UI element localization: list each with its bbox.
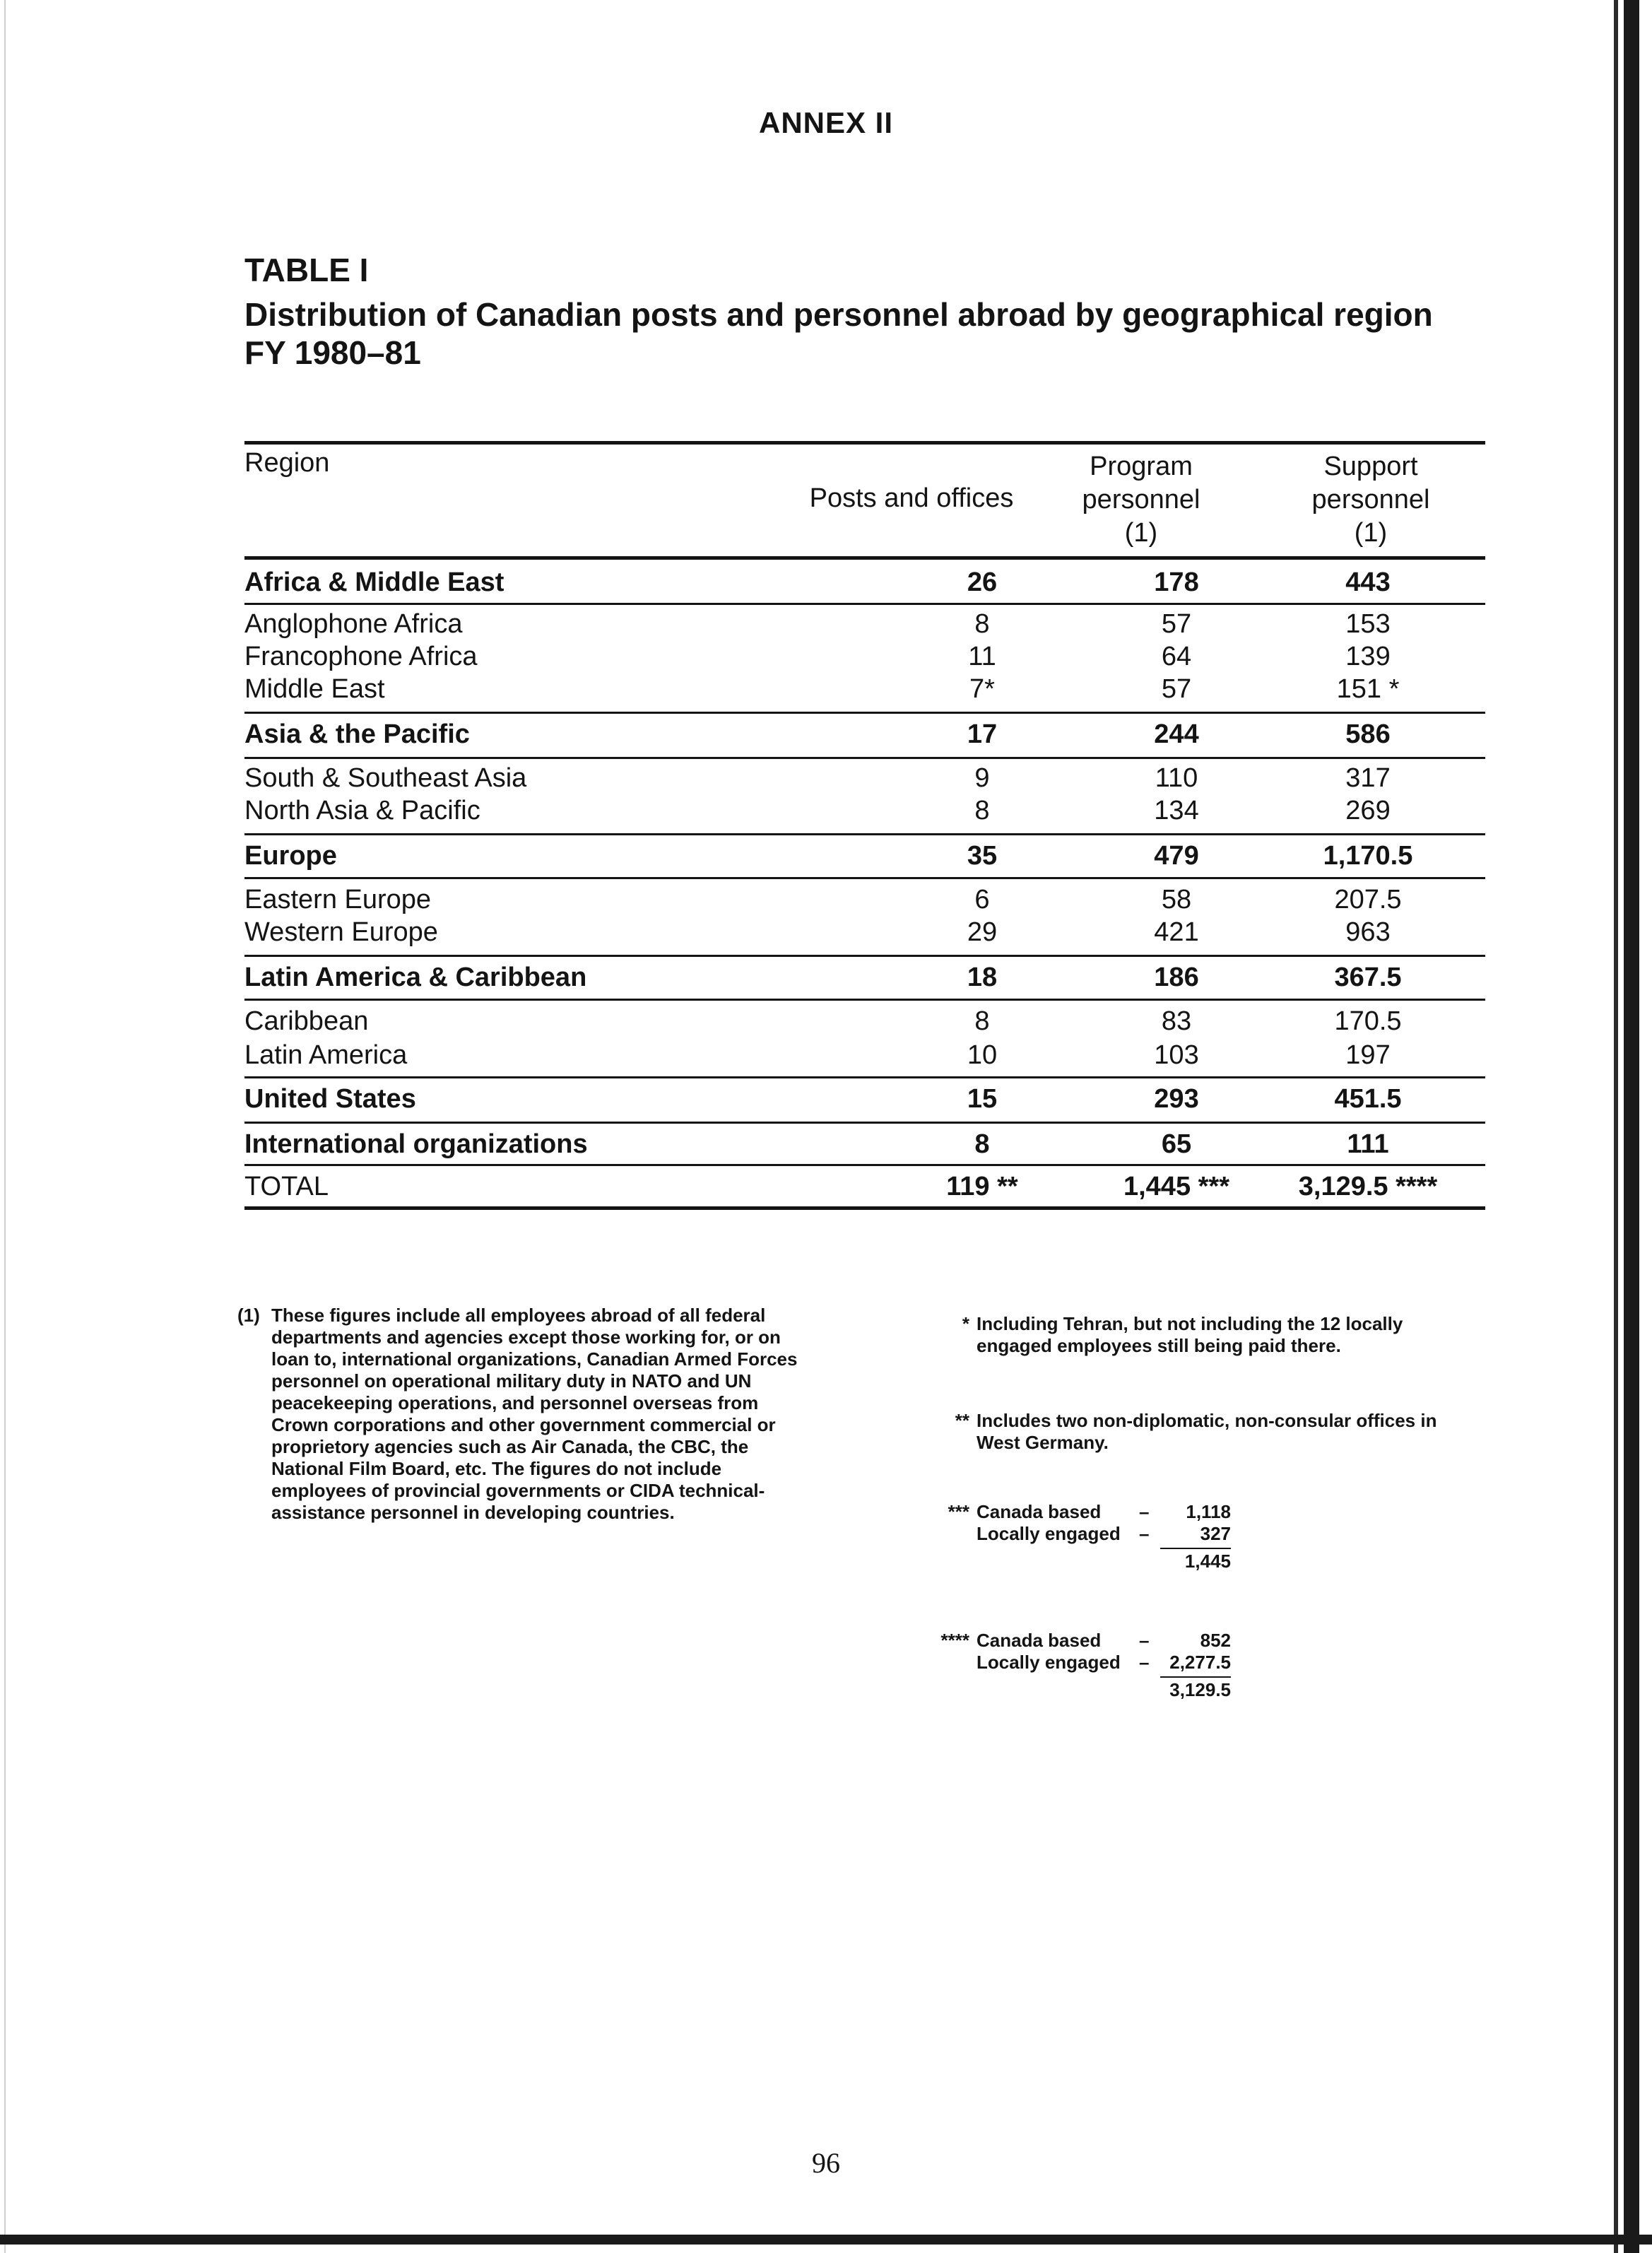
cell-program: 186 [1154,963,1199,992]
cell-support: 151 * [1336,674,1400,704]
sum-total: 3,129.5 [1169,1679,1231,1700]
footnote-star-3 [906,1501,1273,1586]
table-fiscal-year: FY 1980–81 [244,334,421,371]
canada-based-value: 1,118 [1186,1501,1231,1522]
locally-engaged-label: Locally engaged [977,1523,1121,1544]
table-title: Distribution of Canadian posts and personnel abroad by geographical region [244,296,1433,333]
cell-program: 421 [1154,917,1199,947]
cell-support: 170.5 [1334,1006,1402,1036]
cell-posts: 8 [974,609,990,639]
cell-program: 58 [1161,885,1192,914]
cell-support: 269 [1345,796,1391,825]
cell-region: Anglophone Africa [244,609,463,639]
cell-program: 64 [1161,642,1192,671]
annex-heading: ANNEX II [758,106,894,139]
locally-engaged-value: 327 [1200,1523,1231,1544]
footnote-star-1-mark: * [962,1313,969,1334]
cell-region: Europe [244,841,337,871]
scan-edge-right [1624,0,1639,2253]
cell-program: 110 [1155,763,1198,793]
cell-support: 451.5 [1334,1084,1402,1114]
footnote-1 [237,1305,803,1524]
cell-posts: 35 [967,841,998,871]
cell-region: Caribbean [244,1006,369,1036]
table-row-region-total [244,718,1485,751]
row-rule [244,1122,1485,1124]
cell-support: 197 [1345,1040,1391,1070]
table-row [244,640,1485,673]
footnote-star-3-mark: *** [948,1501,969,1522]
locally-engaged-label: Locally engaged [977,1652,1121,1673]
header-region: Region [244,448,330,478]
cell-region: Western Europe [244,917,438,947]
row-rule [244,603,1485,605]
dash: – [1139,1501,1150,1522]
cell-posts: 15 [967,1084,998,1114]
cell-posts: 8 [974,796,990,825]
cell-region: Africa & Middle East [244,567,505,597]
footnote-star-2-mark: ** [955,1410,969,1431]
cell-posts: 8 [974,1129,990,1159]
sum-rule [1160,1676,1231,1678]
cell-support: 153 [1345,609,1391,639]
row-rule [244,712,1485,714]
row-rule [244,955,1485,957]
table-row-region-total [244,1128,1485,1160]
cell-region: North Asia & Pacific [244,796,480,825]
table-row-region-total [244,1083,1485,1115]
table-top-rule [244,441,1485,445]
row-rule [244,833,1485,835]
footnote-star-2-text: Includes two non-diplomatic, non-consular offices in West Germany. [977,1410,1437,1453]
cell-program: 479 [1154,841,1199,871]
cell-posts: 7* [969,674,995,704]
cell-region: Francophone Africa [244,642,478,671]
table-row [244,916,1485,948]
table-row [244,608,1485,640]
header-program-personnel: Program personnel (1) [1082,452,1200,548]
scan-edge-left [4,0,6,2253]
table-row [244,883,1485,916]
header-bottom-rule [244,556,1485,560]
footnote-1-number: (1) [237,1305,260,1326]
cell-posts: 119 ** [946,1172,1018,1201]
cell-program: 65 [1161,1129,1192,1159]
cell-support: 367.5 [1334,963,1402,992]
sum-rule [1160,1548,1231,1549]
cell-program: 293 [1154,1084,1199,1114]
cell-region: Middle East [244,674,385,704]
cell-support: 207.5 [1334,885,1402,914]
cell-program: 57 [1161,674,1192,704]
table-row-region-total [244,566,1485,599]
cell-posts: 29 [967,917,998,947]
cell-program: 83 [1161,1006,1192,1036]
cell-region: International organizations [244,1129,588,1159]
table-row [244,1005,1485,1037]
cell-support: 443 [1345,567,1391,597]
cell-region: Latin America & Caribbean [244,963,587,992]
cell-region: United States [244,1084,416,1114]
cell-program: 134 [1154,796,1199,825]
cell-program: 103 [1154,1040,1199,1070]
page-number: 96 [812,2147,840,2179]
table-row [244,794,1485,827]
cell-support: 317 [1345,763,1391,793]
canada-based-label: Canada based [977,1501,1102,1522]
canada-based-label: Canada based [977,1630,1102,1651]
header-support-personnel: Support personnel (1) [1311,452,1430,548]
table-row-grand-total [244,1170,1485,1203]
footnote-1-text: These figures include all employees abroad of all federal departments and agencies except those working for, or on loan to, international organizations, Canadian Armed Forces personnel on operational military duty in NATO and UN peacekeeping operations, and personnel overseas from Crown corporations and other government commercial or proprietory agencies such as Air Canada, the CBC, the National Film Board, etc. The figures do not include employees of provincial governments or CIDA technical-assistance personnel in developing countries. [271,1305,798,1523]
cell-posts: 11 [968,642,996,671]
dash: – [1139,1523,1150,1544]
footnote-star-2 [906,1410,1471,1454]
cell-posts: 9 [974,763,990,793]
row-rule [244,1164,1485,1166]
footnote-star-4-mark: **** [940,1630,969,1651]
scan-edge-right-inner [1614,0,1618,2253]
canada-based-value: 852 [1200,1630,1231,1651]
row-rule [244,757,1485,759]
cell-program: 178 [1154,567,1199,597]
table-row [244,673,1485,705]
header-posts: Posts and offices [809,483,1014,513]
dash: – [1139,1630,1150,1651]
cell-posts: 17 [967,719,998,749]
cell-region: Latin America [244,1040,408,1070]
sum-total: 1,445 [1184,1551,1231,1572]
table-row [244,762,1485,794]
cell-region: Asia & the Pacific [244,719,470,749]
table-bottom-rule [244,1206,1485,1210]
cell-support: 139 [1345,642,1391,671]
scan-edge-bottom [0,2235,1652,2245]
row-rule [244,877,1485,879]
cell-region: Eastern Europe [244,885,432,914]
cell-support: 586 [1345,719,1391,749]
table-row-region-total [244,840,1485,872]
cell-region: South & Southeast Asia [244,763,527,793]
footnote-star-4 [906,1630,1273,1714]
row-rule [244,1076,1485,1078]
dash: – [1139,1652,1150,1673]
cell-region: TOTAL [244,1172,329,1201]
cell-posts: 8 [974,1006,990,1036]
cell-posts: 10 [967,1040,998,1070]
table-row-region-total [244,961,1485,994]
cell-program: 1,445 *** [1123,1172,1229,1201]
table-row [244,1039,1485,1071]
cell-support: 3,129.5 **** [1298,1172,1438,1201]
cell-support: 963 [1345,917,1391,947]
row-rule [244,999,1485,1001]
cell-support: 111 [1347,1129,1389,1159]
cell-posts: 6 [974,885,990,914]
footnote-star-1-text: Including Tehran, but not including the 12 locally engaged employees still being paid there. [977,1313,1403,1356]
cell-program: 57 [1161,609,1192,639]
locally-engaged-value: 2,277.5 [1169,1652,1231,1673]
cell-support: 1,170.5 [1323,841,1413,871]
footnote-star-1 [906,1313,1471,1357]
cell-posts: 26 [967,567,998,597]
cell-program: 244 [1154,719,1199,749]
table-label: TABLE I [244,252,369,288]
cell-posts: 18 [967,963,998,992]
